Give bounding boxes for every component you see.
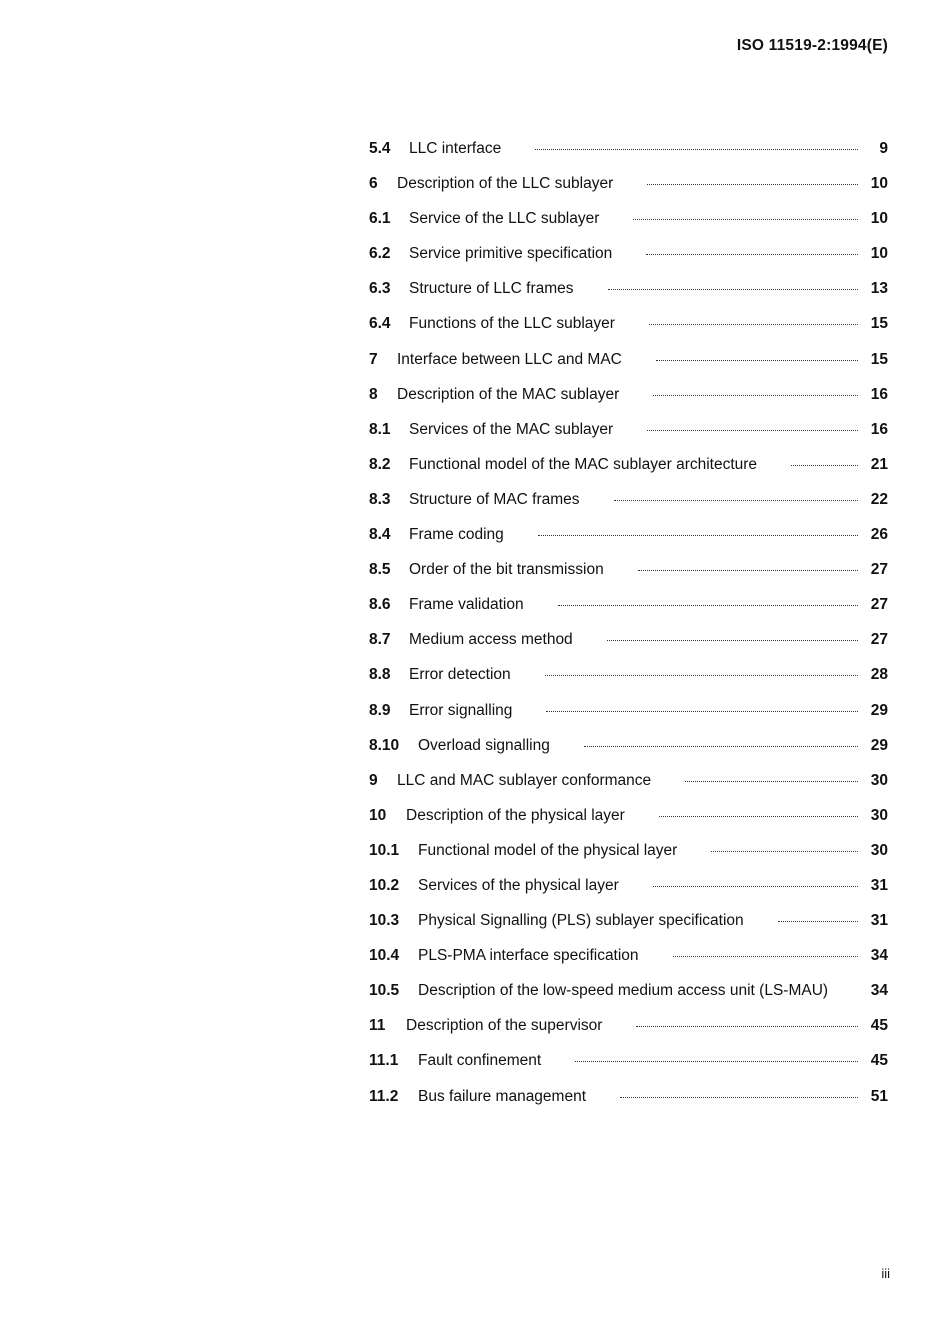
toc-entry-number: 11.1 <box>369 1052 399 1070</box>
toc-entry-page: 34 <box>870 947 888 965</box>
toc-entry-title: Frame validation <box>409 596 524 614</box>
toc-entry-number: 6.3 <box>369 280 391 298</box>
toc-entry-title: LLC interface <box>409 140 502 157</box>
toc-leader-dots <box>685 781 858 782</box>
toc-entry-number: 8.3 <box>369 490 391 508</box>
toc-entry-page: 13 <box>870 280 888 298</box>
toc-entry-number: 10 <box>369 806 387 824</box>
toc-entry <box>369 1017 888 1052</box>
toc-entry-number: 8.2 <box>369 455 391 473</box>
toc-entry-number: 8.10 <box>369 736 400 754</box>
toc-entry-title: Functions of the LLC sublayer <box>409 315 615 333</box>
toc-entry-number: 10.2 <box>369 876 400 894</box>
toc-entry-title: Interface between LLC and MAC <box>397 350 622 368</box>
toc-entry-page: 29 <box>870 736 888 754</box>
toc-entry-page: 15 <box>870 350 888 368</box>
toc-entry-title: Physical Signalling (PLS) sublayer specification <box>418 912 744 930</box>
toc-leader-dots <box>535 149 858 150</box>
toc-entry-title: Order of the bit transmission <box>409 561 604 579</box>
toc-entry-number: 10.1 <box>369 841 400 859</box>
toc-leader-dots <box>646 254 858 255</box>
toc-entry <box>369 666 888 701</box>
toc-entry-title: Medium access method <box>409 631 573 649</box>
toc-leader-dots <box>791 465 858 466</box>
toc-entry-number: 8 <box>369 385 378 403</box>
toc-leader-dots <box>638 570 858 571</box>
toc-entry-page: 21 <box>870 455 888 473</box>
toc-entry-number: 11 <box>369 1017 386 1035</box>
toc-leader-dots <box>659 816 858 817</box>
toc-leader-dots <box>673 956 858 957</box>
toc-entry-title: Overload signalling <box>418 736 550 754</box>
toc-leader-dots <box>575 1061 858 1062</box>
toc-entry-number: 6 <box>369 175 378 193</box>
toc-entry-title: Structure of LLC frames <box>409 280 574 298</box>
toc-leader-dots <box>607 640 858 641</box>
toc-leader-dots <box>546 711 858 712</box>
toc-entry-page: 31 <box>870 912 888 930</box>
toc-entry <box>369 631 888 666</box>
toc-entry-title: Service of the LLC sublayer <box>409 210 600 228</box>
toc-entry <box>369 877 888 912</box>
toc-leader-dots <box>647 184 858 185</box>
toc-entry-number: 9 <box>369 771 378 789</box>
toc-entry-number: 5.4 <box>369 140 391 157</box>
toc-entry <box>369 526 888 561</box>
toc-leader-dots <box>636 1026 858 1027</box>
toc-entry-number: 11.2 <box>369 1087 399 1105</box>
toc-entry-page: 22 <box>870 490 888 508</box>
toc-leader-dots <box>584 746 858 747</box>
toc-entry-number: 8.4 <box>369 526 391 544</box>
toc-entry <box>369 982 888 1017</box>
toc-leader-dots <box>647 430 858 431</box>
toc-entry <box>369 596 888 631</box>
toc-entry-page: 30 <box>870 806 888 824</box>
toc-entry-page: 10 <box>870 245 888 263</box>
toc-entry <box>369 245 888 280</box>
toc-entry-page: 16 <box>870 385 888 403</box>
toc-entry <box>369 737 888 772</box>
toc-entry-title: Bus failure management <box>418 1087 587 1105</box>
toc-leader-dots <box>538 535 858 536</box>
toc-entry-title: Fault confinement <box>418 1052 542 1070</box>
toc-entry-number: 6.1 <box>369 210 391 228</box>
toc-entry-title: LLC and MAC sublayer conformance <box>397 771 652 789</box>
toc-entry <box>369 386 888 421</box>
toc-entry-page: 45 <box>870 1052 888 1070</box>
toc-entry-page: 27 <box>870 631 888 649</box>
toc-entry-page: 45 <box>870 1017 888 1035</box>
toc-leader-dots <box>653 886 858 887</box>
toc-leader-dots <box>558 605 858 606</box>
toc-entry-page: 10 <box>870 175 888 193</box>
toc-leader-dots <box>649 324 858 325</box>
toc-entry-page: 16 <box>870 420 888 438</box>
toc-entry <box>369 772 888 807</box>
toc-entry-number: 10.4 <box>369 947 400 965</box>
toc-entry-page: 27 <box>870 596 888 614</box>
toc-entry <box>369 491 888 526</box>
table-of-contents <box>369 140 888 1123</box>
toc-entry-page: 27 <box>870 561 888 579</box>
toc-entry-title: Functional model of the physical layer <box>418 841 678 859</box>
toc-leader-dots <box>633 219 858 220</box>
toc-entry-page: 51 <box>870 1087 888 1105</box>
toc-entry-page: 10 <box>870 210 888 228</box>
document-header: ISO 11519-2:1994(E) <box>736 37 888 54</box>
toc-entry-title: Description of the low-speed medium access unit (LS-MAU) <box>418 982 829 1000</box>
toc-entry-title: Functional model of the MAC sublayer architecture <box>409 455 758 473</box>
toc-entry-number: 8.5 <box>369 561 391 579</box>
toc-entry-title: PLS-PMA interface specification <box>418 947 639 965</box>
toc-entry-page: 26 <box>870 526 888 544</box>
toc-entry <box>369 210 888 245</box>
toc-entry <box>369 140 888 175</box>
toc-entry-number: 6.4 <box>369 315 391 333</box>
toc-entry <box>369 315 888 350</box>
toc-entry-number: 8.8 <box>369 666 391 684</box>
toc-entry-title: Error signalling <box>409 701 513 719</box>
toc-entry-title: Services of the MAC sublayer <box>409 420 614 438</box>
toc-entry-title: Services of the physical layer <box>418 876 619 894</box>
toc-entry-page: 30 <box>870 841 888 859</box>
toc-entry-page: 15 <box>870 315 888 333</box>
toc-leader-dots <box>620 1097 858 1098</box>
toc-entry <box>369 175 888 210</box>
toc-entry <box>369 702 888 737</box>
toc-leader-dots <box>656 360 858 361</box>
toc-entry <box>369 947 888 982</box>
toc-entry-title: Service primitive specification <box>409 245 613 263</box>
toc-entry-page: 28 <box>870 666 888 684</box>
toc-entry-title: Frame coding <box>409 526 504 544</box>
toc-leader-dots <box>614 500 858 501</box>
toc-entry <box>369 842 888 877</box>
toc-entry <box>369 561 888 596</box>
toc-entry-number: 6.2 <box>369 245 391 263</box>
toc-entry-page: 9 <box>879 140 888 157</box>
toc-entry-number: 10.3 <box>369 912 400 930</box>
toc-entry-number: 8.1 <box>369 420 391 438</box>
toc-entry <box>369 421 888 456</box>
toc-entry-number: 7 <box>369 350 378 368</box>
toc-entry <box>369 912 888 947</box>
toc-entry-title: Structure of MAC frames <box>409 490 580 508</box>
toc-entry-title: Description of the LLC sublayer <box>397 175 614 193</box>
toc-entry <box>369 1088 888 1123</box>
toc-entry-page: 31 <box>870 876 888 894</box>
toc-entry-number: 8.6 <box>369 596 391 614</box>
toc-entry <box>369 1052 888 1087</box>
toc-entry-title: Description of the physical layer <box>406 806 625 824</box>
toc-entry <box>369 351 888 386</box>
toc-entry <box>369 456 888 491</box>
toc-entry-number: 10.5 <box>369 982 400 1000</box>
toc-entry-title: Description of the MAC sublayer <box>397 385 620 403</box>
toc-leader-dots <box>653 395 858 396</box>
toc-entry-title: Description of the supervisor <box>406 1017 603 1035</box>
toc-leader-dots <box>608 289 858 290</box>
toc-entry-page: 34 <box>870 982 888 1000</box>
page-number: iii <box>881 1266 890 1281</box>
toc-leader-dots <box>778 921 858 922</box>
toc-entry-title: Error detection <box>409 666 511 684</box>
toc-entry-number: 8.9 <box>369 701 391 719</box>
toc-leader-dots <box>545 675 858 676</box>
toc-entry <box>369 280 888 315</box>
toc-entry-number: 8.7 <box>369 631 391 649</box>
toc-leader-dots <box>711 851 858 852</box>
toc-entry-page: 29 <box>870 701 888 719</box>
toc-entry <box>369 807 888 842</box>
toc-entry-page: 30 <box>870 771 888 789</box>
